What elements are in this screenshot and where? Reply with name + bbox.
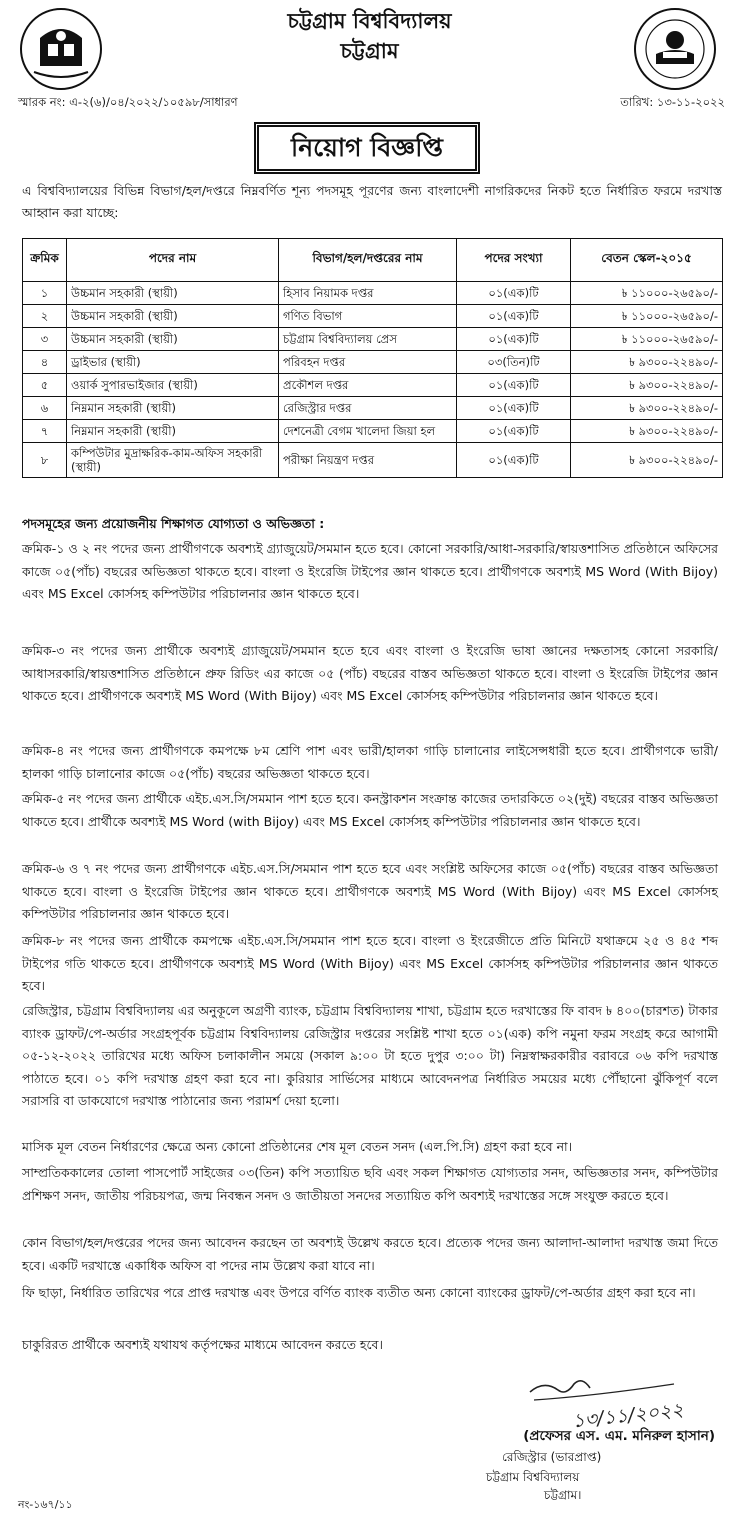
row-department: গণিত বিভাগ: [279, 305, 457, 328]
signatory-designation: রেজিস্ট্রার (ভারপ্রাপ্ত): [502, 1450, 602, 1464]
row-department: দেশনেত্রী বেগম খালেদা জিয়া হল: [279, 420, 457, 443]
row-scale: ৳ ৯৩০০-২২৪৯০/-: [571, 351, 723, 374]
row-scale: ৳ ৯৩০০-২২৪৯০/-: [571, 374, 723, 397]
row-serial: ৬: [23, 397, 67, 420]
row-count: ০১(এক)টি: [457, 374, 571, 397]
table-row: [23, 374, 723, 397]
row-serial: ৪: [23, 351, 67, 374]
qualification-paragraph: ক্রমিক-৬ ও ৭ নং পদের জন্য প্রার্থীগণকে এইচ.এস.সি/সমমান পাশ হতে হবে এবং সংশ্লিষ্ট অফিসের কাজে ০৫(পাঁচ) বছরের বাস্তব অভিজ্ঞতা থাকতে হবে। বাংলা ও ইংরেজি টাইপের জ্ঞান থাকতে হবে। প্রার্থীগণকে অবশ্যই MS Word (With Bijoy) এবং MS Excel কোর্সসহ কম্পিউটার পরিচালনার জ্ঞান থাকতে হবে।: [22, 861, 718, 921]
row-department: হিসাব নিয়ামক দপ্তর: [279, 282, 457, 305]
row-serial: ১: [23, 282, 67, 305]
separate-application-note: কোন বিভাগ/হল/দপ্তরের পদের জন্য আবেদন করছেন তা অবশ্যই উল্লেখ করতে হবে। প্রত্যেক পদের জন্য আলাদা-আলাদা দরখাস্ত জমা দিতে হবে। একটি দরখাস্তে একাধিক অফিস বা পদের নাম উল্লেখ করা যাবে না।: [22, 1235, 718, 1273]
row-post: উচ্চমান সহকারী (স্থায়ী): [67, 305, 279, 328]
table-row: [23, 443, 723, 478]
row-department: চট্টগ্রাম বিশ্ববিদ্যালয় প্রেস: [279, 328, 457, 351]
row-post: উচ্চমান সহকারী (স্থায়ী): [67, 328, 279, 351]
signatory-name: (প্রফেসর এস. এম. মনিরুল হাসান): [523, 1428, 715, 1444]
row-scale: ৳ ৯৩০০-২২৪৯০/-: [571, 397, 723, 420]
row-department: পরিবহন দপ্তর: [279, 351, 457, 374]
row-count: ০১(এক)টি: [457, 397, 571, 420]
row-count: ০১(এক)টি: [457, 328, 571, 351]
col-serial: ক্রমিক: [23, 239, 67, 282]
memo-number: স্মারক নং: এ-২(৬)/০৪/২০২২/১০৫৯৮/সাধারণ: [18, 95, 238, 109]
row-count: ০৩(তিন)টি: [457, 351, 571, 374]
row-count: ০১(এক)টি: [457, 420, 571, 443]
row-department: প্রকৌশল দপ্তর: [279, 374, 457, 397]
row-serial: ৫: [23, 374, 67, 397]
row-scale: ৳ ৯৩০০-২২৪৯০/-: [571, 443, 723, 478]
table-row: [23, 420, 723, 443]
application-instructions: রেজিস্ট্রার, চট্টগ্রাম বিশ্ববিদ্যালয় এর অনুকূলে অগ্রণী ব্যাংক, চট্টগ্রাম বিশ্ববিদ্যালয় শাখা, চট্টগ্রাম হতে দরখাস্তের ফি বাবদ ৳ ৪০০(চারশত) টাকার ব্যাংক ড্রাফট/পে-অর্ডার সংগ্রহপূর্বক চট্টগ্রাম বিশ্ববিদ্যালয় রেজিস্ট্রার দপ্তরের সংশ্লিষ্ট শাখা হতে ০১(এক) কপি নমুনা ফরম সংগ্রহ করে আগামী ০৫-১২-২০২২ তারিখের মধ্যে অফিস চলাকালীন সময়ে (সকাল ৯:০০ টা হতে দুপুর ৩:০০ টা) নিম্নস্বাক্ষরকারীর বরাবরে ০৬ কপি দরখাস্ত পাঠাতে হবে। ০১ কপি দরখাস্ত গ্রহণ করা হবে না। কুরিয়ার সার্ভিসের মাধ্যমে আবেদনপত্র নির্ধারিত সময়ের মধ্যে পৌঁছানো ঝুঁকিপূর্ণ বলে সরাসরি বা ডাকযোগে দরখাস্ত পাঠানোর জন্য পরামর্শ দেয়া হলো।: [22, 1003, 718, 1108]
university-name: চট্টগ্রাম বিশ্ববিদ্যালয়: [287, 8, 452, 33]
signatory-city: চট্টগ্রাম।: [544, 1488, 582, 1502]
qualifications-heading: পদসমূহের জন্য প্রয়োজনীয় শিক্ষাগত যোগ্যতা ও অভিজ্ঞতা :: [22, 516, 325, 531]
table-row: [23, 328, 723, 351]
row-count: ০১(এক)টি: [457, 282, 571, 305]
intro-paragraph: এ বিশ্ববিদ্যালয়ের বিভিন্ন বিভাগ/হল/দপ্তরে নিম্নবর্ণিত শূন্য পদসমূহ পূরণের জন্য বাংলাদেশী নাগরিকদের নিকট হতে নির্ধারিত ফরমে দরখাস্ত আহ্বান করা যাচ্ছে:: [22, 183, 722, 220]
reference-number: নং-১৬৭/১১: [18, 1498, 73, 1511]
notice-date: তারিখ: ১৩-১১-২০২২: [620, 95, 725, 109]
row-scale: ৳ ১১০০০-২৬৫৯০/-: [571, 328, 723, 351]
qualification-paragraph: ক্রমিক-৩ নং পদের জন্য প্রার্থীকে অবশ্যই গ্র্যাজুয়েট/সমমান হতে হবে এবং বাংলা ও ইংরেজি ভাষা জ্ঞানের দক্ষতাসহ কোনো সরকারি/আধাসরকারি/স্বায়ত্তশাসিত প্রতিষ্ঠানে প্রুফ রিডিং এর কাজে ০৫ (পাঁচ) বছরের বাস্তব অভিজ্ঞতা থাকতে হবে। বাংলা ও ইংরেজি টাইপের জ্ঞান থাকতে হবে। প্রার্থীগণকে অবশ্যই MS Word (With Bijoy) এবং MS Excel কোর্সসহ কম্পিউটার পরিচালনার জ্ঞান থাকতে হবে।: [22, 643, 718, 703]
row-scale: ৳ ৯৩০০-২২৪৯০/-: [571, 420, 723, 443]
table-header-row: [23, 239, 723, 282]
row-serial: ২: [23, 305, 67, 328]
row-department: পরীক্ষা নিয়ন্ত্রণ দপ্তর: [279, 443, 457, 478]
col-post: পদের নাম: [67, 239, 279, 282]
university-city: চট্টগ্রাম: [340, 38, 399, 63]
table-row: [23, 397, 723, 420]
row-scale: ৳ ১১০০০-২৬৫৯০/-: [571, 282, 723, 305]
row-count: ০১(এক)টি: [457, 305, 571, 328]
employed-candidate-note: চাকুরিরত প্রার্থীকে অবশ্যই যথাযথ কর্তৃপক্ষের মাধ্যমে আবেদন করতে হবে।: [22, 1337, 383, 1352]
vacancy-table: [22, 238, 723, 478]
table-row: [23, 282, 723, 305]
documents-note: সাম্প্রতিককালের তোলা পাসপোর্ট সাইজের ০৩(তিন) কপি সত্যায়িত ছবি এবং সকল শিক্ষাগত যোগ্যতার সনদ, অভিজ্ঞতার সনদ, কম্পিউটার প্রশিক্ষণ সনদ, জাতীয় পরিচয়পত্র, জন্ম নিবন্ধন সনদ ও জাতীয়তা সনদের সত্যায়িত কপি অবশ্যই দরখাস্তের সঙ্গে সংযুক্ত করতে হবে।: [22, 1165, 718, 1203]
row-department: রেজিস্ট্রার দপ্তর: [279, 397, 457, 420]
fee-rejection-note: ফি ছাড়া, নির্ধারিত তারিখের পরে প্রাপ্ত দরখাস্ত এবং উপরে বর্ণিত ব্যাংক ব্যতীত অন্য কোনো ব্যাংকের ড্রাফট/পে-অর্ডার গ্রহণ করা হবে না।: [22, 1285, 696, 1300]
row-post: কম্পিউটার মুদ্রাক্ষরিক-কাম-অফিস সহকারী (স্থায়ী): [67, 443, 279, 478]
row-count: ০১(এক)টি: [457, 443, 571, 478]
table-row: [23, 351, 723, 374]
salary-note: মাসিক মূল বেতন নির্ধারণের ক্ষেত্রে অন্য কোনো প্রতিষ্ঠানের শেষ মূল বেতন সনদ (এল.পি.সি) গ্রহণ করা হবে না।: [22, 1139, 573, 1154]
row-serial: ৩: [23, 328, 67, 351]
col-count: পদের সংখ্যা: [457, 239, 571, 282]
row-serial: ৮: [23, 443, 67, 478]
row-post: নিম্নমান সহকারী (স্থায়ী): [67, 420, 279, 443]
qualification-paragraph: ক্রমিক-১ ও ২ নং পদের জন্য প্রার্থীগণকে অবশ্যই গ্র্যাজুয়েট/সমমান হতে হবে। কোনো সরকারি/আধা-সরকারি/স্বায়ত্তশাসিত প্রতিষ্ঠানে অফিসের কাজে ০৫(পাঁচ) বছরের অভিজ্ঞতা থাকতে হবে। বাংলা ও ইংরেজি টাইপের জ্ঞান থাকতে হবে। প্রার্থীগণকে অবশ্যই MS Word (With Bijoy) এবং MS Excel কোর্সসহ কম্পিউটার পরিচালনার জ্ঞান থাকতে হবে।: [22, 541, 718, 601]
handwritten-date: ১৩/১১/২০২২: [571, 1398, 685, 1433]
row-post: উচ্চমান সহকারী (স্থায়ী): [67, 282, 279, 305]
row-post: নিম্নমান সহকারী (স্থায়ী): [67, 397, 279, 420]
row-post: ওয়ার্ক সুপারভাইজার (স্থায়ী): [67, 374, 279, 397]
qualification-paragraph: ক্রমিক-৫ নং পদের জন্য প্রার্থীকে এইচ.এস.সি/সমমান পাশ হতে হবে। কনস্ট্রাকশন সংক্রান্ত কাজের তদারকিতে ০২(দুই) বছরের বাস্তব অভিজ্ঞতা থাকতে হবে। প্রার্থীকে অবশ্যই MS Word (with Bijoy) এবং MS Excel কোর্সসহ কম্পিউটার পরিচালনার জ্ঞান থাকতে হবে।: [22, 791, 718, 829]
qualification-paragraph: ক্রমিক-৪ নং পদের জন্য প্রার্থীগণকে কমপক্ষে ৮ম শ্রেণি পাশ এবং ভারী/হালকা গাড়ি চালানোর লাইসেন্সধারী হতে হবে। প্রার্থীগণকে ভারী/হালকা গাড়ি চালানোর কাজে ০৫(পাঁচ) বছরের অভিজ্ঞতা থাকতে হবে।: [22, 743, 718, 781]
table-row: [23, 305, 723, 328]
col-scale: বেতন স্কেল-২০১৫: [571, 239, 723, 282]
notice-title: নিয়োগ বিজ্ঞপ্তি: [254, 122, 480, 174]
row-scale: ৳ ১১০০০-২৬৫৯০/-: [571, 305, 723, 328]
row-post: ড্রাইভার (স্থায়ী): [67, 351, 279, 374]
qualification-paragraph: ক্রমিক-৮ নং পদের জন্য প্রার্থীকে কমপক্ষে এইচ.এস.সি/সমমান পাশ হতে হবে। বাংলা ও ইংরেজীতে প্রতি মিনিটে যথাক্রমে ২৫ ও ৪৫ শব্দ টাইপের গতি থাকতে হবে। প্রার্থীগণকে অবশ্যই MS Word (With Bijoy) এবং MS Excel কোর্সসহ কম্পিউটার পরিচালনার জ্ঞান থাকতে হবে।: [22, 933, 718, 993]
signatory-institution: চট্টগ্রাম বিশ্ববিদ্যালয়: [486, 1470, 580, 1484]
col-department: বিভাগ/হল/দপ্তরের নাম: [279, 239, 457, 282]
row-serial: ৭: [23, 420, 67, 443]
